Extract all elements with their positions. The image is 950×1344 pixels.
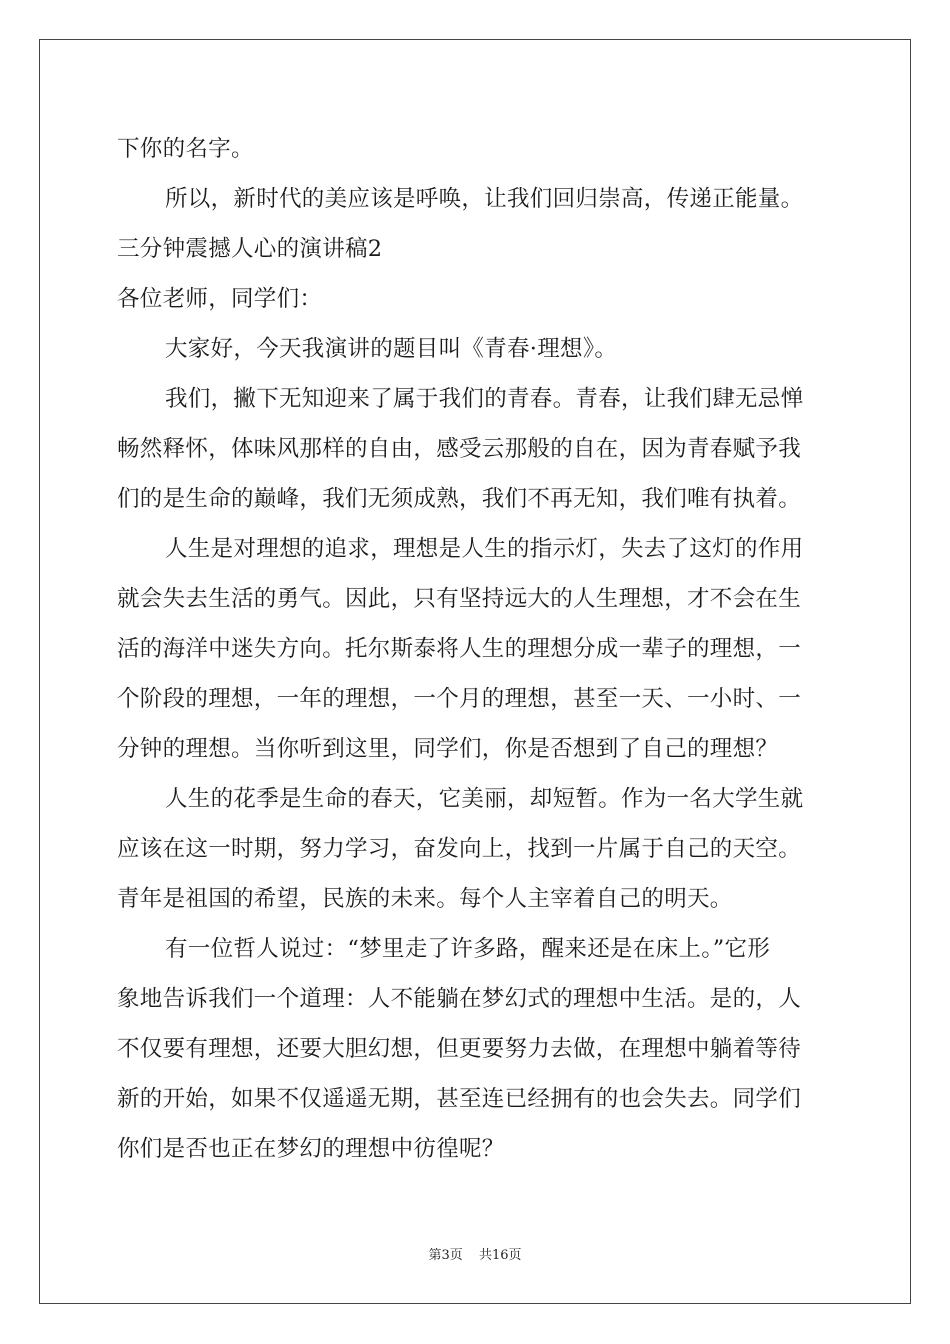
text-line: 象地告诉我们一个道理：人不能躺在梦幻式的理想中生活。是的，人: [117, 986, 802, 1012]
page-total: 共16页: [478, 1248, 522, 1263]
text-line: 分钟的理想。当你听到这里，同学们，你是否想到了自己的理想？: [117, 736, 779, 762]
text-line: 活的海洋中迷失方向。托尔斯泰将人生的理想分成一辈子的理想，一: [117, 636, 802, 662]
text-line: 就会失去生活的勇气。因此，只有坚持远大的人生理想，才不会在生: [117, 586, 802, 612]
text-line: 新的开始，如果不仅遥遥无期，甚至连已经拥有的也会失去。同学们: [117, 1086, 802, 1112]
text-line: 不仅要有理想，还要大胆幻想，但更要努力去做，在理想中躺着等待: [117, 1036, 802, 1062]
text-line: 应该在这一时期，努力学习，奋发向上，找到一片属于自己的天空。: [117, 836, 802, 862]
page-number: 第3页: [428, 1248, 463, 1263]
text-line: 大家好，今天我演讲的题目叫《青春·理想》。: [165, 336, 618, 362]
document-body: [117, 124, 837, 1174]
text-line: 有一位哲人说过：“梦里走了许多路，醒来还是在床上。”它形: [165, 936, 771, 962]
page-footer: [0, 1244, 950, 1263]
speech-title: 三分钟震撼人心的演讲稿2: [117, 236, 383, 262]
text-line: 青年是祖国的希望，民族的未来。每个人主宰着自己的明天。: [117, 886, 733, 912]
text-line: 人生的花季是生命的春天，它美丽，却短暂。作为一名大学生就: [165, 786, 804, 812]
text-line: 我们，撇下无知迎来了属于我们的青春。青春，让我们肆无忌惮: [165, 386, 804, 412]
text-line: 所以，新时代的美应该是呼唤，让我们回归崇高，传递正能量。: [165, 186, 804, 212]
text-line: 下你的名字。: [117, 136, 254, 162]
text-line: 你们是否也正在梦幻的理想中彷徨呢？: [117, 1136, 505, 1162]
text-line: 个阶段的理想，一年的理想，一个月的理想，甚至一天、一小时、一: [117, 686, 802, 712]
text-line: 畅然释怀，体味风那样的自由，感受云那般的自在，因为青春赋予我: [117, 436, 802, 462]
salutation: 各位老师，同学们：: [117, 286, 323, 312]
text-line: 人生是对理想的追求，理想是人生的指示灯，失去了这灯的作用: [165, 536, 804, 562]
text-line: 们的是生命的巅峰，我们无须成熟，我们不再无知，我们唯有执着。: [117, 486, 802, 512]
